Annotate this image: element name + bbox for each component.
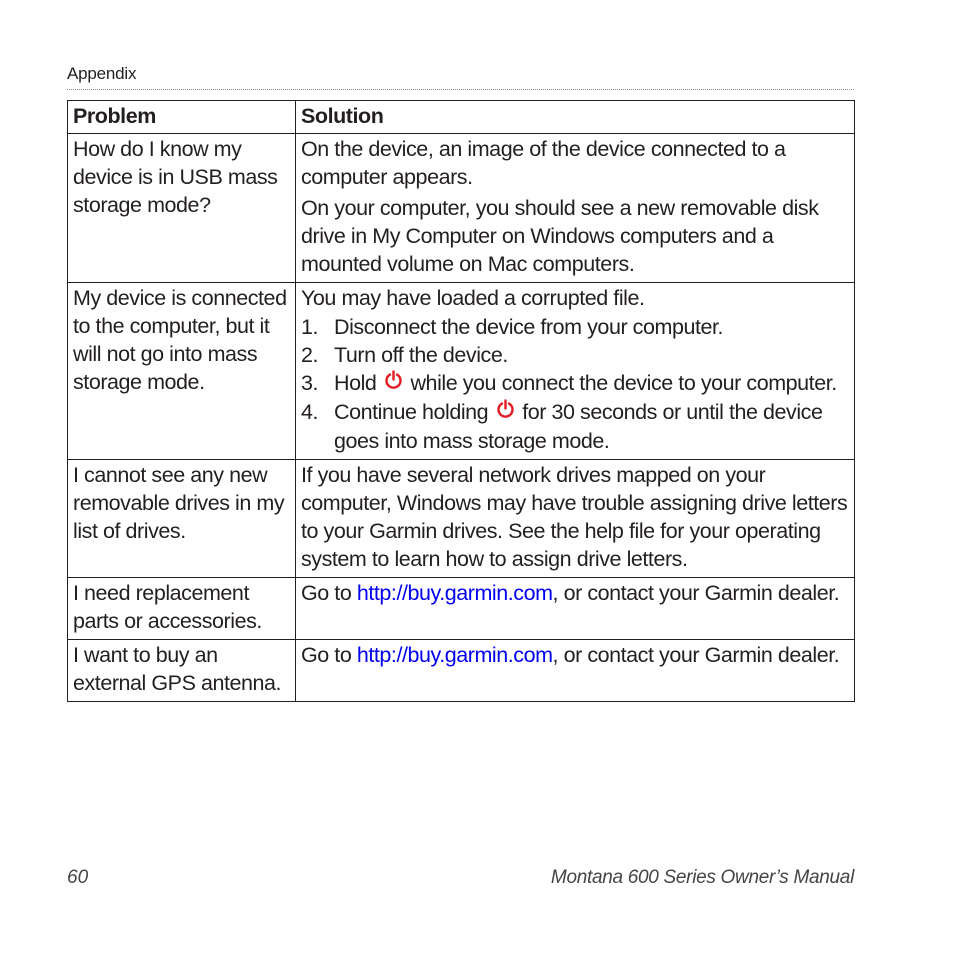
column-header-problem: Problem (68, 101, 296, 134)
step-text: Turn off the device. (334, 343, 508, 367)
step-number: 4. (301, 400, 319, 424)
table-row (68, 578, 855, 640)
page-number: 60 (67, 867, 89, 888)
solution-text: Go to (301, 581, 357, 605)
list-item (301, 398, 850, 455)
section-header: Appendix (67, 64, 137, 83)
problem-cell: My device is connected to the computer, but it will not go into mass storage mode. (68, 283, 296, 460)
steps-list (301, 313, 850, 455)
problem-cell: How do I know my device is in USB mass storage mode? (68, 134, 296, 283)
step-number: 3. (301, 371, 319, 395)
solution-paragraph: On the device, an image of the device connected to a computer appears. (301, 137, 786, 189)
step-text: for 30 seconds or until the device goes into mass storage mode. (334, 400, 823, 453)
garmin-store-link[interactable]: http://buy.garmin.com (356, 643, 553, 667)
table-row (68, 134, 855, 283)
header-divider (67, 89, 854, 90)
step-number: 1. (301, 315, 319, 339)
step-text: Hold (334, 371, 377, 395)
table-row (68, 283, 855, 460)
problem-cell: I want to buy an external GPS antenna. (68, 640, 296, 702)
list-item (301, 341, 850, 369)
troubleshooting-table (67, 100, 855, 702)
step-text: while you connect the device to your computer. (410, 371, 837, 395)
step-text: Disconnect the device from your computer. (334, 315, 724, 339)
problem-cell: I need replacement parts or accessories. (68, 578, 296, 640)
list-item (301, 313, 850, 341)
garmin-store-link[interactable]: http://buy.garmin.com (356, 581, 553, 605)
table-row (68, 640, 855, 702)
solution-cell (296, 640, 855, 702)
solution-text: , or contact your Garmin dealer. (552, 581, 840, 605)
solution-paragraph: On your computer, you should see a new removable disk drive in My Computer on Windows computers and a mounted volume on Mac computers. (301, 196, 819, 276)
solution-text: Go to (301, 643, 357, 667)
solution-cell (296, 134, 855, 283)
solution-text: , or contact your Garmin dealer. (552, 643, 840, 667)
solution-cell (296, 283, 855, 460)
list-item (301, 369, 850, 398)
step-number: 2. (301, 343, 319, 367)
step-text: Continue holding (334, 400, 489, 424)
solution-cell: If you have several network drives mapped on your computer, Windows may have trouble assigning drive letters to your Garmin drives. See the help file for your operating system to learn how to assign drive letters. (296, 460, 855, 578)
manual-title: Montana 600 Series Owner’s Manual (550, 867, 854, 888)
column-header-solution: Solution (296, 101, 855, 134)
problem-cell: I cannot see any new removable drives in my list of drives. (68, 460, 296, 578)
power-icon (496, 399, 515, 427)
table-row (68, 460, 855, 578)
solution-intro: You may have loaded a corrupted file. (301, 286, 645, 310)
power-icon (384, 370, 403, 398)
table-header-row (68, 101, 855, 134)
solution-cell (296, 578, 855, 640)
